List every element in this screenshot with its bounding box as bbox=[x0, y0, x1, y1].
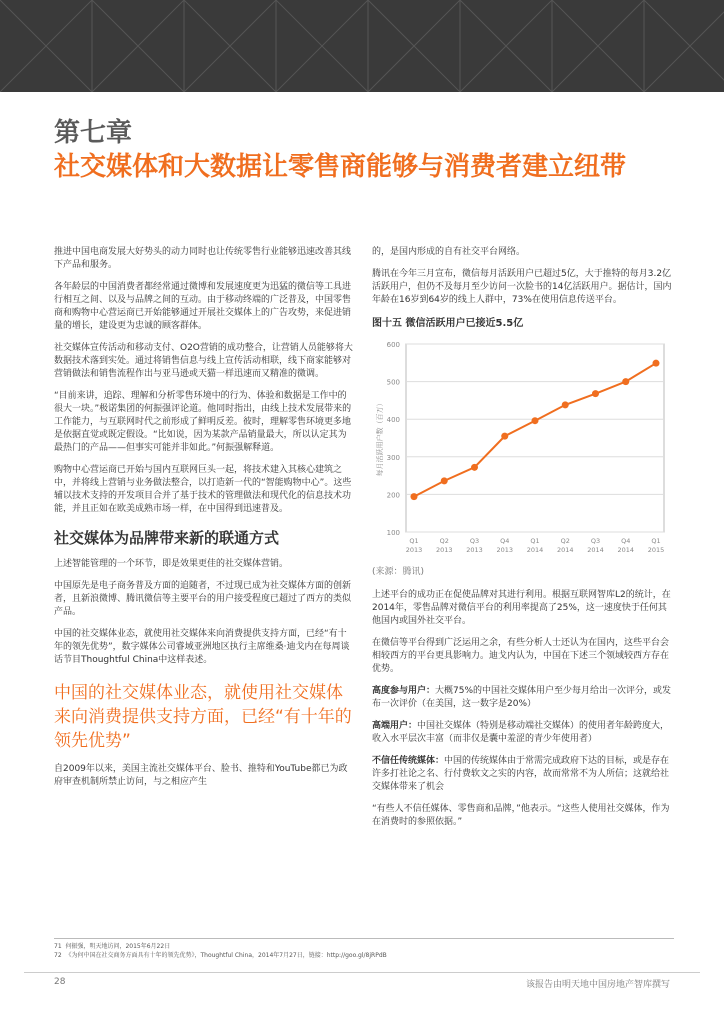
data-point bbox=[622, 378, 629, 385]
x-tick-quarter: Q1 bbox=[651, 537, 661, 545]
y-tick-label: 200 bbox=[386, 491, 400, 500]
x-tick-year: 2013 bbox=[466, 546, 483, 554]
paragraph: 上述平台的成功正在促使品牌对其进行利用。根据互联网智库L2的统计，在2014年，零售品牌对微信平台的利用率提高了25%，这一速度快于任何其他国内或国外社交平台。 bbox=[372, 590, 671, 626]
x-tick-year: 2013 bbox=[405, 546, 423, 554]
point-label: 不信任传统媒体： bbox=[372, 756, 445, 766]
plot-frame bbox=[406, 344, 664, 532]
data-point bbox=[562, 401, 569, 408]
x-tick-quarter: Q2 bbox=[560, 537, 570, 545]
y-tick-label: 500 bbox=[386, 378, 400, 387]
data-point bbox=[441, 477, 448, 484]
paragraph: 在微信等平台得到广泛运用之余，有些分析人士还认为在国内，这些平台会相较西方的平台更具影响力。迪戈内认为，中国在下述三个领域较西方存在优势。 bbox=[372, 638, 670, 674]
data-point bbox=[471, 464, 478, 471]
y-tick-label: 100 bbox=[386, 529, 400, 537]
x-tick-quarter: Q4 bbox=[500, 537, 510, 545]
footer-credit: 该报告由明天地中国房地产智库撰写 bbox=[525, 980, 670, 990]
line-chart bbox=[372, 336, 672, 564]
x-tick-quarter: Q2 bbox=[439, 537, 449, 545]
data-point bbox=[501, 433, 508, 440]
x-tick-quarter: Q4 bbox=[621, 537, 631, 545]
x-tick-year: 2014 bbox=[617, 546, 635, 554]
paragraph: “有些人不信任媒体、零售商和品牌，”他表示。“这些人使用社交媒体，作为在消费时的参照依据。” bbox=[372, 804, 670, 827]
footnote-text: 何振强，明天地访问，2015年6月22日 bbox=[65, 943, 171, 950]
data-point bbox=[592, 390, 599, 397]
figure-source: (来源：腾讯) bbox=[372, 567, 425, 577]
paragraph: 的，是国内形成的自有社交平台网络。 bbox=[372, 247, 526, 257]
point-label: 高度参与用户： bbox=[372, 686, 436, 696]
x-tick-year: 2013 bbox=[435, 546, 453, 554]
point-label: 高端用户： bbox=[372, 721, 418, 731]
y-tick-label: 300 bbox=[386, 453, 400, 462]
y-tick-label: 400 bbox=[386, 416, 400, 425]
point-item bbox=[372, 755, 672, 794]
paragraph: 中国的社交媒体业态，就使用社交媒体来向消费提供支持方面，已经“有十年的领先优势”，数字媒体公司睿域亚洲地区执行主席维桑·迪戈内在每周谈话节目Thoughtful China中这样表述。 bbox=[54, 629, 350, 665]
x-tick-year: 2013 bbox=[496, 546, 514, 554]
paragraph: 中国原先是电子商务普及方面的追随者，不过现已成为社交媒体方面的创新者，且新浪微博、腾讯微信等主要平台的用户接受程度已超过了西方的类似产品。 bbox=[54, 581, 352, 617]
footnote-number: 72 bbox=[54, 952, 62, 959]
footer-divider bbox=[24, 972, 700, 973]
point-item bbox=[372, 685, 672, 711]
x-tick-year: 2014 bbox=[587, 546, 604, 554]
paragraph: 腾讯在今年三月宣布，微信每月活跃用户已超过5亿，大于推特的每月3.2亿活跃用户，但仍不及每月至少访问一次脸书的14亿活跃用户。据估计，国内年龄在16岁到64岁的线上人群中，73%在使用信息传送平台。 bbox=[372, 269, 672, 305]
page-number: 28 bbox=[54, 977, 66, 987]
paragraph: “目前来讲，追踪、理解和分析零售环境中的行为、体验和数据是工作中的很大一块。”极诺集团的何振强评论道。他同时指出，由线上技术发展带来的工作能力，与互联网时代之前形成了鲜明反差。彼时，理解零售环境更多地是依据直觉或既定假设。“比如说，因为某款产品销量最大，所以认定其为最热门的产品——但事实可能并非如此。”何振强解释道。 bbox=[54, 391, 352, 453]
point-text: 中国的传统媒体由于常需完成政府下达的目标，或是存在许多打社论之名、行付费软文之实的内容，故而常常不为人所信；这就给社交媒体带来了机会 bbox=[372, 756, 670, 792]
page-title: 社交媒体和大数据让零售商能够与消费者建立纽带 bbox=[54, 152, 627, 182]
left-column bbox=[54, 246, 354, 798]
chapter-label: 第七章 bbox=[54, 118, 133, 148]
data-point bbox=[532, 417, 539, 424]
right-column bbox=[372, 246, 672, 838]
footnote bbox=[54, 951, 674, 960]
series-line bbox=[414, 363, 656, 496]
header-banner bbox=[0, 0, 724, 92]
paragraph: 自2009年以来，美国主流社交媒体平台、脸书、推特和YouTube都已为政府审查机制所禁止访问，与之相应产生 bbox=[54, 764, 348, 787]
figure-title: 图十五 微信活跃用户已接近5.5亿 bbox=[372, 318, 524, 329]
x-tick-quarter: Q1 bbox=[530, 537, 540, 545]
data-point bbox=[653, 360, 660, 367]
point-item bbox=[372, 720, 672, 746]
section-heading: 社交媒体为品牌带来新的联通方式 bbox=[54, 529, 280, 547]
x-tick-year: 2014 bbox=[526, 546, 544, 554]
footnotes bbox=[54, 938, 674, 960]
point-text: 大概75%的中国社交媒体用户至少每月给出一次评分，或发布一次评价（在美国，这一数字是20%） bbox=[372, 686, 672, 709]
x-tick-year: 2014 bbox=[556, 546, 574, 554]
x-tick-year: 2015 bbox=[647, 546, 665, 554]
data-point bbox=[411, 493, 418, 500]
lattice-pattern bbox=[0, 0, 724, 92]
point-text: 中国社交媒体（特别是移动端社交媒体）的使用者年龄跨度大，收入水平层次丰富（而非仅是囊中羞涩的青少年使用者） bbox=[372, 721, 670, 744]
pull-quote: 中国的社交媒体业态，就使用社交媒体来向消费提供支持方面，已经“有十年的领先优势” bbox=[54, 683, 352, 751]
paragraph: 各年龄层的中国消费者都经常通过微博和发展速度更为迅猛的微信等工具进行相互之间、以及与品牌之间的互动。由于移动终端的广泛普及，中国零售商和购物中心营运商已开始能够通过开展社交媒体上的广告攻势，来促进销量的增长，建设更为忠诚的顾客群体。 bbox=[54, 282, 352, 331]
footnote-number: 71 bbox=[54, 943, 62, 950]
footnote bbox=[54, 942, 674, 951]
x-tick-quarter: Q3 bbox=[469, 537, 480, 545]
footnote-text: 《为何中国在社交商务方面具有十年的领先优势》，Thoughtful China，2014年7月27日，链接：http://goo.gl/8jRPdB bbox=[65, 952, 387, 959]
paragraph: 社交媒体宣传活动和移动支付、O2O营销的成功整合，让营销人员能够将大数据技术落到实处。通过将销售信息与线上宣传活动相联，线下商家能够对营销做法和销售流程作出与亚马逊或天猫一样迅速而又精准的微调。 bbox=[54, 343, 353, 379]
x-tick-quarter: Q1 bbox=[409, 537, 419, 545]
x-tick-quarter: Q3 bbox=[590, 537, 601, 545]
paragraph: 购物中心营运商已开始与国内互联网巨头一起，将技术建入其核心建筑之中，并将线上营销与业务做法整合，以打造新一代的“智能购物中心”。这些辅以技术支持的开发项目合并了基于技术的管理做法和现代化的信息技术功能，并且正如在欧美成熟市场一样，在中国得到迅速普及。 bbox=[54, 465, 352, 514]
y-axis-label: 每月活跃用户数（百万） bbox=[376, 399, 384, 477]
paragraph: 推进中国电商发展大好势头的动力同时也让传统零售行业能够迅速改善其线下产品和服务。 bbox=[54, 247, 352, 270]
y-tick-label: 600 bbox=[386, 341, 400, 349]
paragraph: 上述智能管理的一个环节，即是效果更佳的社交媒体营销。 bbox=[54, 559, 289, 569]
